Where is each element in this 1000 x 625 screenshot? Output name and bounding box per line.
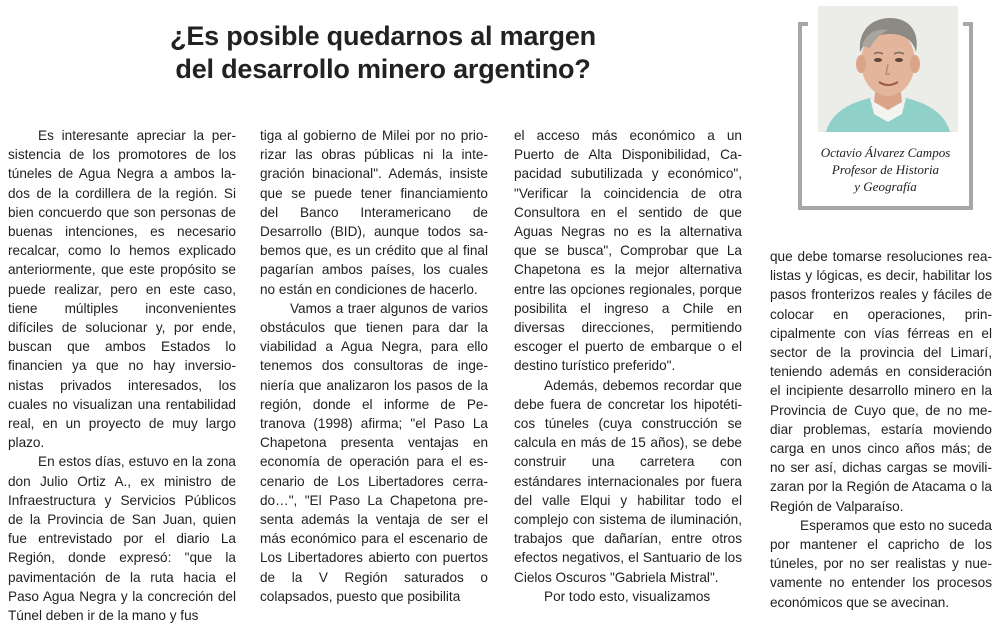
author-photo [818,6,958,132]
paragraph-2-end: tiga al gobierno de Milei por no priorizar las obras públicas ni la integración binacional". Además, insiste que se puede tener financiamiento del Banco Interamericano de Desarrollo (BID), aunque todos sabemos que, es un crédito que al final pagarían ambos países, los cuales no están en condiciones de hacerlo. [260,128,488,297]
author-box [798,22,973,210]
article-column-3 [514,126,742,606]
paragraph-1: Es interesante apreciar la persistencia de los promotores de los túneles de Agua Negra a ambos lados de la cordillera de la región. Si bien concuerdo que son personas de buenas intenciones, es necesario recalcar, como lo hemos explicado anteriormente, que este propósito se puede realizar, pero en este caso, tiene múltiples inconvenientes difíciles de solucionar y, por ende, buscan que ambos Estados lo financien ya que no hay inversionistas privados interesados, los cuales no visualizan una rentabilidad real, en un proyecto de muy largo plazo. [8,128,236,451]
paragraph-6: Esperamos que esto no suceda por mantener el capricho de los túneles, por no ser realistas y nuevamente no entender los procesos económicos que se avecinan. [770,517,992,610]
portrait-icon [818,6,958,132]
article-title [168,20,598,86]
paragraph-5-start: Por todo esto, visualizamos [544,588,711,604]
paragraph-5-end: que debe tomarse resoluciones realistas y lógicas, es decir, habilitar los pasos fronterizos reales y fáciles de colocar en operaciones, principalmente con vías férreas en el sector de la provincia del Limarí, teniendo además en consideración el incipiente desarrollo minero en la Provincia de Cuyo que, de no mediar problemas, estaría moviendo carga en unos cinco años más; de no ser así, dichas cargas se movilizaran por la Región de Atacama o la Región de Valparaíso. [770,249,992,514]
paragraph-3-start: Vamos a traer algunos de varios obstáculos que tienen para dar la viabilidad a Agua Negra, para ello tenemos dos consultoras de ingeniería que analizaron los pasos de la región, donde el informe de Petranova (1998) afirma; "el Paso La Chapetona presenta ventajas en economía de operación para el escenario de Los Libertadores cerrado…", "El Paso La Chapetona presenta además la ventaja de ser el más económico para el escenario de Los Libertadores abierto con puertos de la V Región saturados o colapsados, puesto que posibilita [260,300,488,604]
author-role-line-2: y Geografía [854,179,917,194]
author-caption [802,144,969,195]
author-role-line-1: Profesor de Historia [831,162,940,177]
article-column-1 [8,126,236,625]
article-column-4 [770,247,992,612]
title-line-1: ¿Es posible quedarnos al margen [170,21,596,51]
title-line-2: del desarrollo minero argentino? [175,54,591,84]
paragraph-2-start: En estos días, estuvo en la zona don Julio Ortiz A., ex ministro de Infraestructura y Servicios Públicos de la Provincia de San Juan, quien fue entrevistado por el diario La Región, donde expresó: "que la pavimentación de la ruta hacia el Paso Agua Negra y la concreción del Túnel deben ir de la mano y fus [8,454,236,624]
paragraph-3-end: el acceso más económico a un Puerto de Alta Disponibilidad, Capacidad subutilizada y económico", "Verificar la coincidencia de otra Consultora en el sentido de que Aguas Negras no es la alternativa que se busca", Comprobar que La Chapetona es la mejor alternativa entre las opciones regionales, porque posibilita el ingreso a Chile en diversas direcciones, permitiendo escoger el puerto de embarque o el destino turístico preferido". [514,128,742,374]
paragraph-4: Además, debemos recordar que debe fuera de concretar los hipotéticos túneles (cuya construcción se calcula en más de 15 años), se debe construir una carretera con estándares internacionales por fuera del valle Elqui y habilitar todo el complejo con sistema de iluminación, trabajos que dañarían, entre otros efectos negativos, el Santuario de los Cielos Oscuros "Gabriela Mistral". [514,377,742,585]
author-name: Octavio Álvarez Campos [820,145,951,160]
article-column-2 [260,126,488,606]
